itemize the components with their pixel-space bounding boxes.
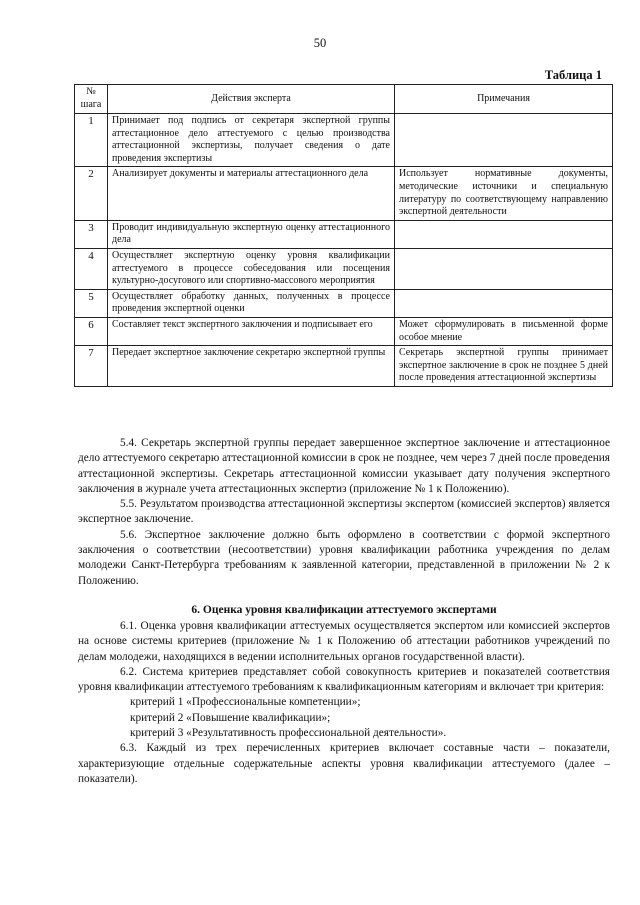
table-header-row: [75, 85, 613, 114]
document-body: [78, 436, 610, 787]
table-row: [75, 317, 613, 345]
table-row: [75, 289, 613, 317]
step-note: [395, 289, 613, 317]
step-number: 4: [75, 248, 108, 289]
paragraph-6-2: 6.2. Система критериев представляет собой совокупность критериев и показателей соответствия уровня квалификации аттестуемого требованиям к квалификационным категориям и включает три критерия:: [78, 665, 610, 694]
paragraph-5-6: 5.6. Экспертное заключение должно быть оформлено в соответствии с формой экспертного заключения о соответствии (несоответствии) уровня квалификации работника учреждения по делам молодежи Санкт-Петербурга требованиям к заявленной категории, представленной в приложении № 2 к Положению.: [78, 528, 610, 587]
criterion-2: критерий 2 «Повышение квалификации»;: [130, 711, 331, 724]
table-row: [75, 346, 613, 387]
step-note: Использует нормативные документы, методические источники и специальную литературу по соответствующему направлению экспертной деятельности: [395, 167, 613, 220]
step-number: 7: [75, 346, 108, 387]
step-number: 6: [75, 317, 108, 345]
step-note: [395, 248, 613, 289]
step-action: Проводит индивидуальную экспертную оценку аттестационного дела: [108, 220, 395, 248]
step-action: Осуществляет экспертную оценку уровня квалификации аттестуемого в процессе собеседования или посещения культурно-досугового или спортивно-массового мероприятия: [108, 248, 395, 289]
table-row: [75, 114, 613, 167]
table-row: [75, 220, 613, 248]
step-note: Может сформулировать в письменной форме особое мнение: [395, 317, 613, 345]
criterion-3: критерий 3 «Результативность профессиональной деятельности».: [130, 727, 447, 740]
paragraph-6-3: 6.3. Каждый из трех перечисленных критериев включает составные части – показатели, характеризующие отдельные содержательные аспекты уровня квалификации аттестуемого (далее – показатели).: [78, 742, 610, 785]
header-step-number: № шага: [75, 85, 108, 114]
step-note: [395, 114, 613, 167]
step-number: 1: [75, 114, 108, 167]
step-note: Секретарь экспертной группы принимает экспертное заключение в срок не позднее 5 дней после проведения аттестационной экспертизы: [395, 346, 613, 387]
step-action: Передает экспертное заключение секретарю экспертной группы: [108, 346, 395, 387]
step-note: [395, 220, 613, 248]
step-number: 2: [75, 167, 108, 220]
step-number: 5: [75, 289, 108, 317]
paragraph-6-1: 6.1. Оценка уровня квалификации аттестуемых осуществляется экспертом или комиссией экспертов на основе системы критериев (приложение № 1 к Положению об аттестации работников учреждений по делам молодежи, находящихся в ведении исполнительных органов государственной власти).: [78, 619, 610, 663]
expert-steps-table: [74, 84, 613, 387]
table-caption: Таблица 1: [544, 68, 602, 82]
criterion-1: критерий 1 «Профессиональные компетенции»;: [130, 696, 361, 709]
section-6-title: 6. Оценка уровня квалификации аттестуемого экспертами: [191, 603, 497, 616]
header-notes: Примечания: [395, 85, 613, 114]
header-expert-actions: Действия эксперта: [108, 85, 395, 114]
step-action: Анализирует документы и материалы аттестационного дела: [108, 167, 395, 220]
step-number: 3: [75, 220, 108, 248]
table-row: [75, 248, 613, 289]
step-action: Осуществляет обработку данных, полученных в процессе проведения экспертной оценки: [108, 289, 395, 317]
page-number: 50: [313, 36, 327, 50]
step-action: Составляет текст экспертного заключения и подписывает его: [108, 317, 395, 345]
table-row: [75, 167, 613, 220]
step-action: Принимает под подпись от секретаря экспертной группы аттестационное дело аттестуемого с целью производства аттестационной экспертизы, получает сведения о дате проведения экспертизы: [108, 114, 395, 167]
paragraph-5-5: 5.5. Результатом производства аттестационной экспертизы экспертом (комиссией экспертов) является экспертное заключение.: [78, 498, 610, 526]
paragraph-5-4: 5.4. Секретарь экспертной группы передает завершенное экспертное заключение и аттестационное дело аттестуемого секретарю аттестационной комиссии в срок не позднее, чем через 7 дней после проведения аттестационной экспертизы. Секретарь аттестационной комиссии указывает дату получения экспертного заключения в журнале учета аттестационных экспертиз (приложение № 1 к Положению).: [78, 437, 610, 495]
